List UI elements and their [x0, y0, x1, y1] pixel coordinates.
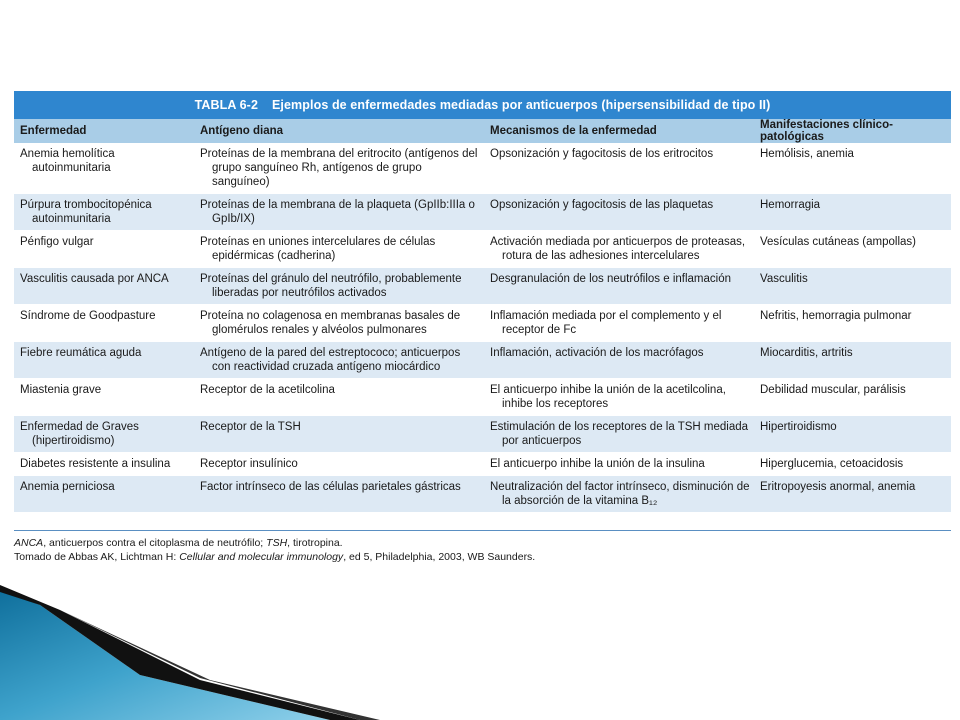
table-title: Ejemplos de enfermedades mediadas por anticuerpos (hipersensibilidad de tipo II) — [272, 98, 771, 112]
cell-mechanism: El anticuerpo inhibe la unión de la acetilcolina, inhibe los receptores — [490, 384, 726, 410]
header-target-antigen: Antígeno diana — [200, 125, 284, 137]
table-row — [14, 268, 951, 305]
cell-mechanism: Opsonización y fagocitosis de las plaquetas — [490, 199, 714, 211]
cell-target-antigen: Factor intrínseco de las células parietales gástricas — [200, 481, 461, 493]
cell-disease: Vasculitis causada por ANCA — [20, 273, 169, 285]
cell-disease: Miastenia grave — [20, 384, 102, 396]
table-row — [14, 143, 951, 194]
table-row — [14, 379, 951, 416]
source-prefix: Tomado de Abbas AK, Lichtman H: — [14, 551, 180, 563]
cell-disease: Anemia perniciosa — [20, 481, 115, 493]
cell-mechanism: Neutralización del factor intrínseco, disminución de la absorción de la vitamina B₁₂ — [490, 481, 750, 507]
cell-disease: Anemia hemolítica autoinmunitaria — [20, 148, 115, 174]
cell-target-antigen: Proteína no colagenosa en membranas basales de glomérulos renales y alvéolos pulmonares — [200, 310, 461, 336]
cell-mechanism: El anticuerpo inhibe la unión de la insulina — [490, 458, 705, 470]
cell-disease: Púrpura trombocitopénica autoinmunitaria — [20, 199, 152, 225]
cell-manifestation: Vasculitis — [760, 273, 808, 285]
tsh-abbr: TSH — [266, 537, 288, 549]
table-row — [14, 194, 951, 231]
cell-target-antigen: Antígeno de la pared del estreptococo; anticuerpos con reactividad cruzada antígeno miocárdico — [200, 347, 461, 373]
anca-def: , anticuerpos contra el citoplasma de neutrófilo; — [43, 537, 267, 549]
table-row — [14, 231, 951, 268]
table-row — [14, 305, 951, 342]
source-suffix: , ed 5, Philadelphia, 2003, WB Saunders. — [343, 551, 536, 563]
table-number: TABLA 6-2 — [194, 98, 258, 112]
cell-target-antigen: Proteínas de la membrana del eritrocito (antígenos del grupo sanguíneo Rh, antígenos de grupo sanguíneo) — [200, 148, 478, 188]
cell-mechanism: Inflamación, activación de los macrófagos — [490, 347, 704, 359]
header-mechanisms: Mecanismos de la enfermedad — [490, 125, 657, 137]
anca-abbr: ANCA — [14, 537, 44, 549]
table-row — [14, 476, 951, 513]
table-row — [14, 453, 951, 476]
cell-manifestation: Nefritis, hemorragia pulmonar — [760, 310, 912, 322]
cell-manifestation: Debilidad muscular, parálisis — [760, 384, 906, 396]
cell-mechanism: Estimulación de los receptores de la TSH mediada por anticuerpos — [490, 421, 749, 447]
header-manifestations: Manifestaciones clínico-patológicas — [760, 119, 893, 143]
cell-manifestation: Vesículas cutáneas (ampollas) — [760, 236, 916, 248]
table-row — [14, 416, 951, 453]
cell-mechanism: Opsonización y fagocitosis de los eritrocitos — [490, 148, 714, 160]
disease-table — [14, 91, 951, 513]
table-body — [14, 143, 951, 513]
cell-disease: Pénfigo vulgar — [20, 236, 94, 248]
cell-disease: Diabetes resistente a insulina — [20, 458, 171, 470]
cell-disease: Síndrome de Goodpasture — [20, 310, 156, 322]
table-row — [14, 342, 951, 379]
cell-manifestation: Hemorragia — [760, 199, 821, 211]
header-disease: Enfermedad — [20, 125, 87, 137]
source-title: Cellular and molecular immunology — [179, 551, 344, 563]
cell-manifestation: Hemólisis, anemia — [760, 148, 854, 160]
tsh-def: , tirotropina. — [287, 537, 343, 549]
table-header-row — [14, 119, 951, 143]
cell-disease: Enfermedad de Graves (hipertiroidismo) — [20, 421, 139, 447]
cell-target-antigen: Receptor insulínico — [200, 458, 298, 470]
cell-mechanism: Desgranulación de los neutrófilos e inflamación — [490, 273, 732, 285]
cell-target-antigen: Proteínas en uniones intercelulares de células epidérmicas (cadherina) — [200, 236, 436, 262]
cell-target-antigen: Receptor de la TSH — [200, 421, 301, 433]
cell-target-antigen: Receptor de la acetilcolina — [200, 384, 335, 396]
cell-target-antigen: Proteínas de la membrana de la plaqueta (GpIIb:IIIa o GpIb/IX) — [200, 199, 475, 225]
abbreviation-note — [14, 536, 951, 550]
cell-manifestation: Miocarditis, artritis — [760, 347, 853, 359]
cell-mechanism: Activación mediada por anticuerpos de proteasas, rotura de las adhesiones intercelulares — [490, 236, 746, 262]
cell-mechanism: Inflamación mediada por el complemento y el receptor de Fc — [490, 310, 722, 336]
cell-manifestation: Eritropoyesis anormal, anemia — [760, 481, 916, 493]
cell-disease: Fiebre reumática aguda — [20, 347, 142, 359]
cell-target-antigen: Proteínas del gránulo del neutrófilo, probablemente liberadas por neutrófilos activados — [200, 273, 462, 299]
table-title-bar — [14, 91, 951, 119]
decorative-swoosh — [0, 560, 480, 720]
cell-manifestation: Hipertiroidismo — [760, 421, 837, 433]
cell-manifestation: Hiperglucemia, cetoacidosis — [760, 458, 904, 470]
table-footnotes — [14, 530, 951, 564]
